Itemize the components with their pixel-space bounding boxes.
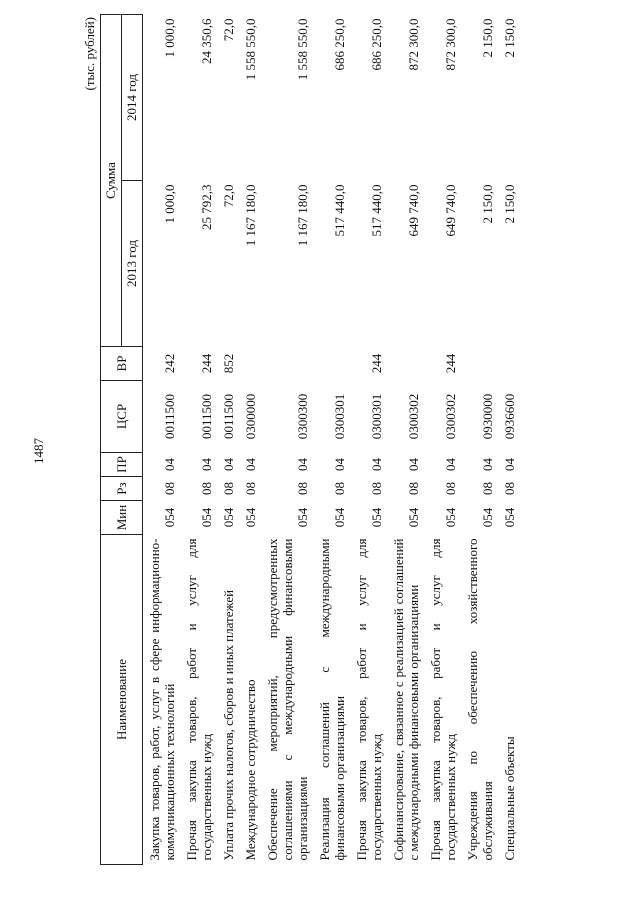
row-min: 054 — [443, 507, 458, 528]
row-amount-2013: 1 167 180,0 — [295, 184, 310, 247]
row-amount-2013: 2 150,0 — [480, 184, 495, 224]
header-name: Наименование — [101, 535, 143, 865]
row-name: Специальные объекты — [502, 736, 517, 861]
row-amount-2014: 686 250,0 — [369, 18, 384, 71]
table-row — [217, 15, 239, 865]
table-row — [143, 15, 181, 865]
row-csr: 0300302 — [406, 393, 421, 440]
row-vr — [461, 347, 498, 381]
row-vr — [387, 347, 424, 381]
row-pr: 04 — [332, 458, 347, 471]
header-min: Мин — [101, 501, 143, 535]
row-min: 054 — [221, 507, 236, 528]
row-csr: 0300300 — [295, 393, 310, 440]
row-pr: 04 — [162, 458, 177, 471]
row-amount-2014: 2 150,0 — [480, 18, 495, 58]
row-name: Прочая закупка товаров, работ и услуг для государственных нужд — [354, 538, 384, 861]
row-name: Международное сотрудничество — [243, 679, 258, 861]
row-csr: 0300000 — [243, 393, 258, 440]
table-row — [461, 15, 498, 865]
row-rz: 08 — [332, 482, 347, 495]
row-vr: 244 — [199, 353, 214, 374]
table-row — [261, 15, 313, 865]
row-name: Прочая закупка товаров, работ и услуг для государственных нужд — [428, 538, 458, 861]
row-min: 054 — [480, 507, 495, 528]
row-amount-2013: 649 740,0 — [406, 184, 421, 237]
row-vr — [261, 347, 313, 381]
row-rz: 08 — [162, 482, 177, 495]
row-pr: 04 — [480, 458, 495, 471]
table-row — [180, 15, 217, 865]
table-header — [101, 15, 143, 865]
table-row — [387, 15, 424, 865]
table-row — [498, 15, 520, 865]
row-rz: 08 — [199, 482, 214, 495]
header-2013: 2013 год — [122, 181, 143, 347]
row-min: 054 — [199, 507, 214, 528]
row-amount-2013: 517 440,0 — [369, 184, 384, 237]
row-min: 054 — [406, 507, 421, 528]
row-amount-2013: 2 150,0 — [502, 184, 517, 224]
row-pr: 04 — [502, 458, 517, 471]
row-amount-2014: 1 000,0 — [162, 18, 177, 58]
row-pr: 04 — [221, 458, 236, 471]
row-amount-2014: 872 300,0 — [443, 18, 458, 71]
row-rz: 08 — [369, 482, 384, 495]
row-amount-2013: 72,0 — [221, 184, 236, 208]
row-min: 054 — [243, 507, 258, 528]
page-number: 1487 — [31, 438, 46, 464]
row-amount-2014: 24 350,6 — [199, 18, 214, 64]
row-amount-2013: 1 167 180,0 — [243, 184, 258, 247]
row-name: Софинансирование, связанное с реализацией соглашений с международными финансовыми организациями — [391, 538, 421, 861]
row-pr: 04 — [199, 458, 214, 471]
header-2014: 2014 год — [122, 15, 143, 181]
row-name: Уплата прочих налогов, сборов и иных платежей — [221, 589, 236, 861]
row-min: 054 — [332, 507, 347, 528]
row-vr — [313, 347, 350, 381]
row-name: Закупка товаров, работ, услуг в сфере информационно-коммуникационных технологий — [147, 538, 177, 861]
row-rz: 08 — [480, 482, 495, 495]
row-pr: 04 — [243, 458, 258, 471]
row-rz: 08 — [502, 482, 517, 495]
row-vr: 244 — [443, 353, 458, 374]
row-vr — [498, 347, 520, 381]
row-pr: 04 — [369, 458, 384, 471]
row-amount-2014: 1 558 550,0 — [295, 18, 310, 81]
table-row — [350, 15, 387, 865]
row-pr: 04 — [295, 458, 310, 471]
row-pr: 04 — [406, 458, 421, 471]
row-name: Реализация соглашений с международными финансовыми организациями — [317, 538, 347, 861]
row-amount-2013: 649 740,0 — [443, 184, 458, 237]
row-csr: 0011500 — [162, 393, 177, 440]
row-name: Обеспечение мероприятий, предусмотренных соглашениями с международными финансовыми организациями — [265, 538, 310, 861]
header-pr: ПР — [101, 453, 143, 477]
header-vr: ВР — [101, 347, 143, 381]
budget-table — [100, 14, 520, 865]
row-name: Учреждения по обеспечению хозяйственного обслуживания — [465, 538, 495, 861]
row-amount-2014: 686 250,0 — [332, 18, 347, 71]
row-rz: 08 — [406, 482, 421, 495]
rotated-page-content — [80, 15, 550, 865]
row-amount-2014: 2 150,0 — [502, 18, 517, 58]
row-rz: 08 — [443, 482, 458, 495]
row-csr: 0930000 — [480, 393, 495, 440]
row-amount-2013: 25 792,3 — [199, 184, 214, 230]
header-sum: Сумма — [101, 15, 122, 347]
row-csr: 0011500 — [221, 393, 236, 440]
row-vr: 244 — [369, 353, 384, 374]
row-vr: 242 — [162, 353, 177, 374]
table-row — [424, 15, 461, 865]
row-amount-2014: 72,0 — [221, 18, 236, 42]
row-min: 054 — [369, 507, 384, 528]
row-rz: 08 — [221, 482, 236, 495]
row-amount-2013: 1 000,0 — [162, 184, 177, 224]
header-rz: Рз — [101, 477, 143, 501]
row-amount-2014: 1 558 550,0 — [243, 18, 258, 81]
header-csr: ЦСР — [101, 381, 143, 453]
row-rz: 08 — [243, 482, 258, 495]
row-csr: 0936600 — [502, 393, 517, 440]
row-amount-2014: 872 300,0 — [406, 18, 421, 71]
row-csr: 0011500 — [199, 393, 214, 440]
row-rz: 08 — [295, 482, 310, 495]
row-min: 054 — [162, 507, 177, 528]
row-amount-2013: 517 440,0 — [332, 184, 347, 237]
row-csr: 0300301 — [369, 393, 384, 440]
units-label: (тыс. рублей) — [82, 17, 97, 91]
row-vr: 852 — [221, 353, 236, 374]
table-row — [239, 15, 261, 865]
row-vr — [239, 347, 261, 381]
row-csr: 0300301 — [332, 393, 347, 440]
table-body — [143, 15, 521, 865]
row-pr: 04 — [443, 458, 458, 471]
row-min: 054 — [502, 507, 517, 528]
table-row — [313, 15, 350, 865]
row-name: Прочая закупка товаров, работ и услуг для государственных нужд — [184, 538, 214, 861]
row-csr: 0300302 — [443, 393, 458, 440]
row-min: 054 — [295, 507, 310, 528]
